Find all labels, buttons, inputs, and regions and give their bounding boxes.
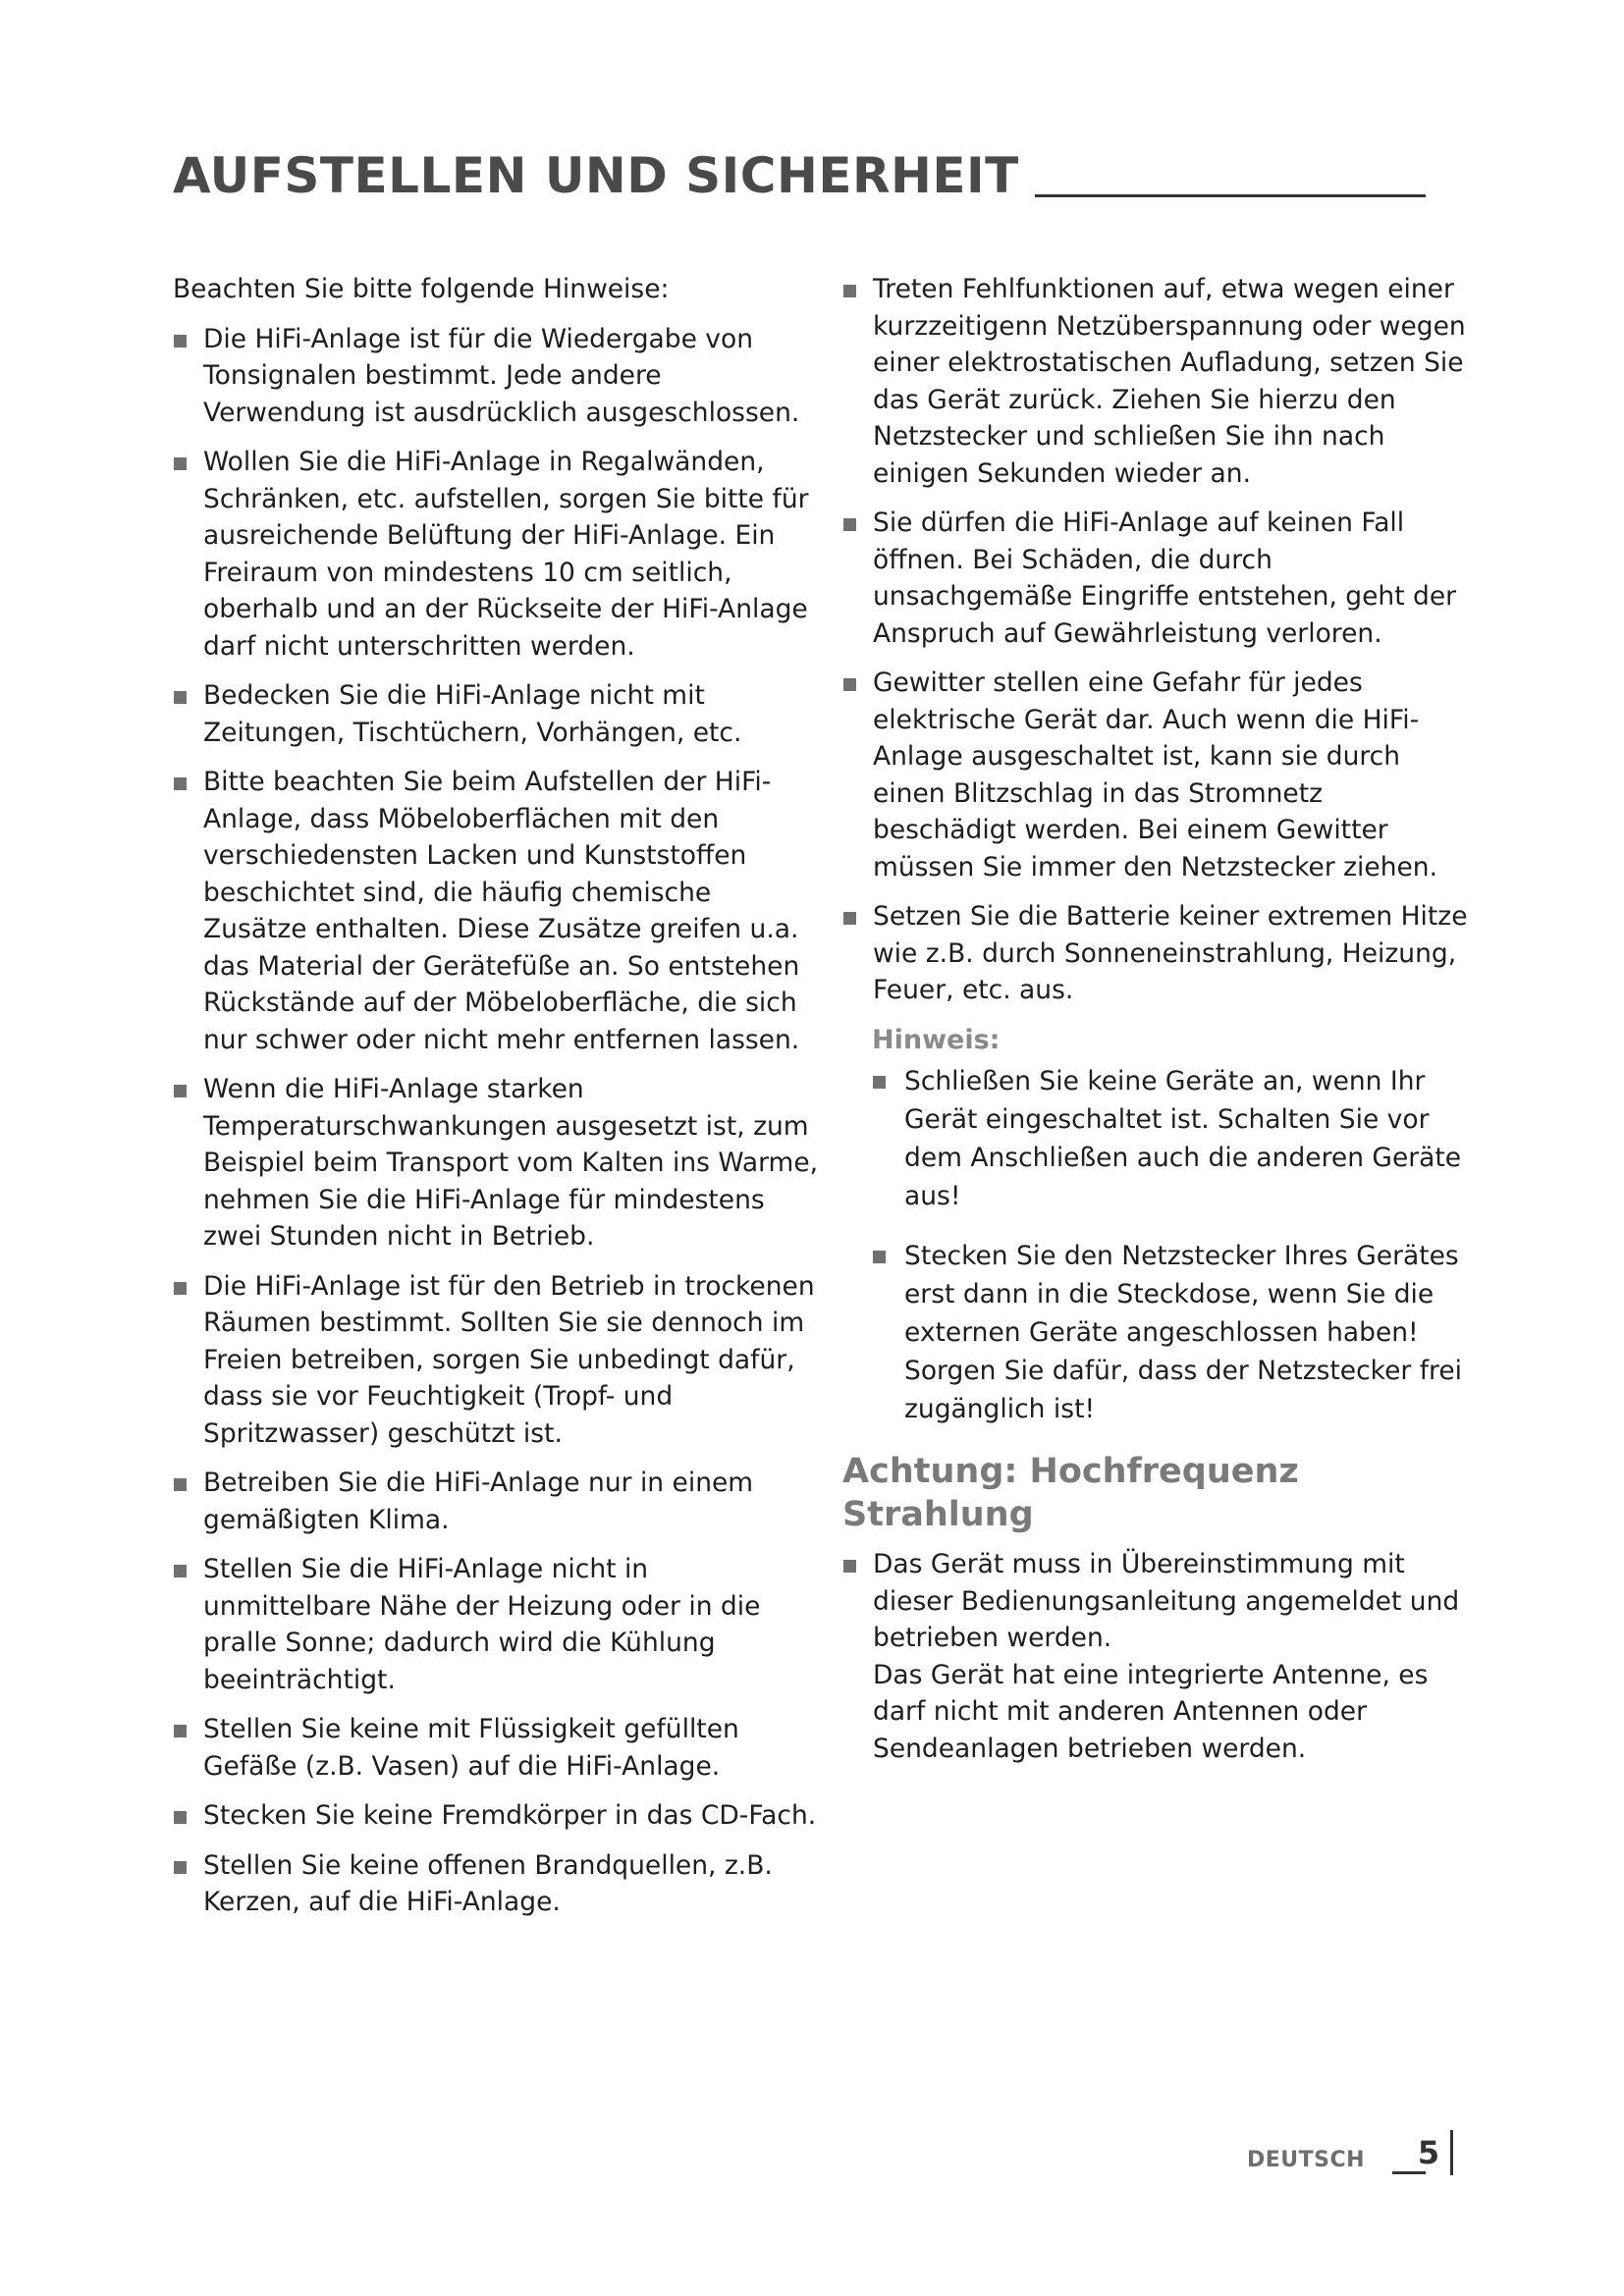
- square-bullet-icon: [174, 1861, 187, 1874]
- page-number: 5: [1417, 2134, 1440, 2171]
- square-bullet-icon: [174, 1811, 187, 1824]
- page-header: [173, 147, 1449, 216]
- square-bullet-icon: [174, 1725, 187, 1737]
- list-item-extra-text: Das Gerät hat eine integrierte Antenne, es darf nicht mit anderen Antennen oder Sendeanlagen betrieben werden.: [873, 1659, 1429, 1764]
- list-item-text: Bitte beachten Sie beim Aufstellen der HiFi-Anlage, dass Möbeloberflächen mit den verschiedensten Lacken und Kunststoffen beschichtet sind, die häufig chemische Zusätze enthalten. Diese Zusätze greifen u.a. das Material der Gerätefüße an. So entstehen Rückstände auf der Möbeloberfläche, die sich nur schwer oder nicht mehr entfernen lassen.: [203, 767, 800, 1055]
- list-item: [173, 677, 819, 751]
- list-item: [173, 764, 819, 1058]
- square-bullet-icon: [174, 1085, 187, 1097]
- section-bullet-list: [842, 1546, 1473, 1767]
- right-bullet-list: [842, 271, 1473, 1009]
- list-item-text: Treten Fehlfunktionen auf, etwa wegen einer kurzzeitigenn Netzüberspannung oder wegen einer elektrostatischen Aufladung, setzen Sie das Gerät zurück. Ziehen Sie hierzu den Netzstecker und schließen Sie ihn nach einigen Sekunden wieder an.: [873, 274, 1466, 489]
- section-heading: [842, 1450, 1473, 1536]
- list-item-text: Wenn die HiFi-Anlage starken Temperaturschwankungen ausgesetzt ist, zum Beispiel beim Transport vom Kalten ins Warme, nehmen Sie die HiFi-Anlage für mindestens zwei Stunden nicht in Betrieb.: [203, 1074, 819, 1252]
- intro-text: Beachten Sie bitte folgende Hinweise:: [173, 274, 670, 304]
- list-item-text: Wollen Sie die HiFi-Anlage in Regalwänden, Schränken, etc. aufstellen, sorgen Sie bitte für ausreichende Belüftung der HiFi-Anlage. Ein Freiraum von mindestens 10 cm seitlich, oberhalb und an der Rückseite der HiFi-Anlage darf nicht unterschritten werden.: [203, 447, 809, 662]
- list-item-text: Die HiFi-Anlage ist für den Betrieb in trockenen Räumen bestimmt. Sollten Sie sie dennoch im Freien betreiben, sorgen Sie unbedingt dafür, dass sie vor Feuchtigkeit (Tropf- und Spritzwasser) geschützt ist.: [203, 1270, 815, 1449]
- left-bullet-list: [173, 321, 819, 1921]
- square-bullet-icon: [174, 1282, 187, 1295]
- footer-underline: [1392, 2171, 1426, 2174]
- section-heading-line-1: Achtung: Hochfrequenz: [842, 1452, 1299, 1491]
- list-item: [173, 1797, 819, 1835]
- list-item-text: Setzen Sie die Batterie keiner extremen Hitze wie z.B. durch Sonneneinstrahlung, Heizung, Feuer, etc. aus.: [873, 901, 1468, 1005]
- square-bullet-icon: [843, 1560, 856, 1573]
- left-column: [173, 271, 819, 1934]
- square-bullet-icon: [174, 691, 187, 704]
- list-item-text: Das Gerät muss in Übereinstimmung mit dieser Bedienungsanleitung angemeldet und betrieben werden.: [873, 1549, 1460, 1653]
- list-item-text: Stellen Sie die HiFi-Anlage nicht in unmittelbare Nähe der Heizung oder in die pralle Sonne; dadurch wird die Kühlung beeinträchtigt.: [203, 1554, 761, 1695]
- list-item: [173, 1465, 819, 1538]
- square-bullet-icon: [873, 1251, 886, 1263]
- square-bullet-icon: [843, 912, 856, 925]
- note-box: [872, 1022, 1473, 1429]
- list-item: [842, 1546, 1473, 1767]
- list-item: [842, 898, 1473, 1009]
- title-underline: [1035, 194, 1426, 197]
- list-item-text: Sie dürfen die HiFi-Anlage auf keinen Fall öffnen. Bei Schäden, die durch unsachgemäße Eingriffe entstehen, geht der Anspruch auf Gewährleistung verloren.: [873, 507, 1457, 649]
- list-item: [173, 1711, 819, 1785]
- square-bullet-icon: [843, 518, 856, 531]
- list-item-text: Betreiben Sie die HiFi-Anlage nur in einem gemäßigten Klima.: [203, 1468, 754, 1535]
- square-bullet-icon: [174, 1565, 187, 1577]
- list-item: [842, 271, 1473, 492]
- list-item-text: Schließen Sie keine Geräte an, wenn Ihr Gerät eingeschaltet ist. Schalten Sie vor dem Anschließen auch die anderen Geräte aus!: [904, 1066, 1462, 1211]
- square-bullet-icon: [843, 678, 856, 691]
- list-item-text: Stellen Sie keine mit Flüssigkeit gefüllten Gefäße (z.B. Vasen) auf die HiFi-Anlage.: [203, 1714, 739, 1782]
- list-item: [173, 1071, 819, 1255]
- list-item: [872, 1062, 1473, 1215]
- list-item-text: Gewitter stellen eine Gefahr für jedes elektrische Gerät dar. Auch wenn die HiFi-Anlage ausgeschaltet ist, kann sie durch einen Blitzschlag in das Stromnetz beschädigt werden. Bei einem Gewitter müssen Sie immer den Netzstecker ziehen.: [873, 667, 1438, 882]
- list-item-text: Die HiFi-Anlage ist für die Wiedergabe von Tonsignalen bestimmt. Jede andere Verwendung ist ausdrücklich ausgeschlossen.: [203, 323, 800, 428]
- square-bullet-icon: [843, 285, 856, 297]
- square-bullet-icon: [174, 1478, 187, 1491]
- square-bullet-icon: [174, 777, 187, 790]
- list-item: [173, 1268, 819, 1453]
- note-heading: Hinweis:: [872, 1024, 1001, 1055]
- list-item: [173, 1551, 819, 1698]
- square-bullet-icon: [174, 335, 187, 347]
- list-item-text: Stecken Sie den Netzstecker Ihres Gerätes erst dann in die Steckdose, wenn Sie die externen Geräte angeschlossen haben! Sorgen Sie dafür, dass der Netzstecker frei zugänglich ist!: [904, 1241, 1463, 1424]
- list-item-text: Stellen Sie keine offenen Brandquellen, z.B. Kerzen, auf die HiFi-Anlage.: [203, 1849, 773, 1917]
- page-title: AUFSTELLEN UND SICHERHEIT: [173, 147, 1019, 204]
- note-bullet-list: [872, 1062, 1473, 1428]
- list-item-text: Stecken Sie keine Fremdkörper in das CD-Fach.: [203, 1800, 817, 1831]
- right-column: [842, 271, 1473, 1780]
- list-item-text: Bedecken Sie die HiFi-Anlage nicht mit Zeitungen, Tischtüchern, Vorhängen, etc.: [203, 680, 742, 748]
- list-item: [872, 1237, 1473, 1428]
- list-item: [173, 321, 819, 432]
- page-footer: [1247, 2130, 1473, 2183]
- list-item: [842, 505, 1473, 652]
- section-heading-line-2: Strahlung: [842, 1495, 1034, 1534]
- square-bullet-icon: [174, 457, 187, 470]
- list-item: [173, 444, 819, 665]
- footer-language: DEUTSCH: [1247, 2148, 1366, 2172]
- list-item: [173, 1847, 819, 1921]
- square-bullet-icon: [873, 1076, 886, 1089]
- list-item: [842, 665, 1473, 885]
- footer-vertical-bar: [1450, 2130, 1453, 2175]
